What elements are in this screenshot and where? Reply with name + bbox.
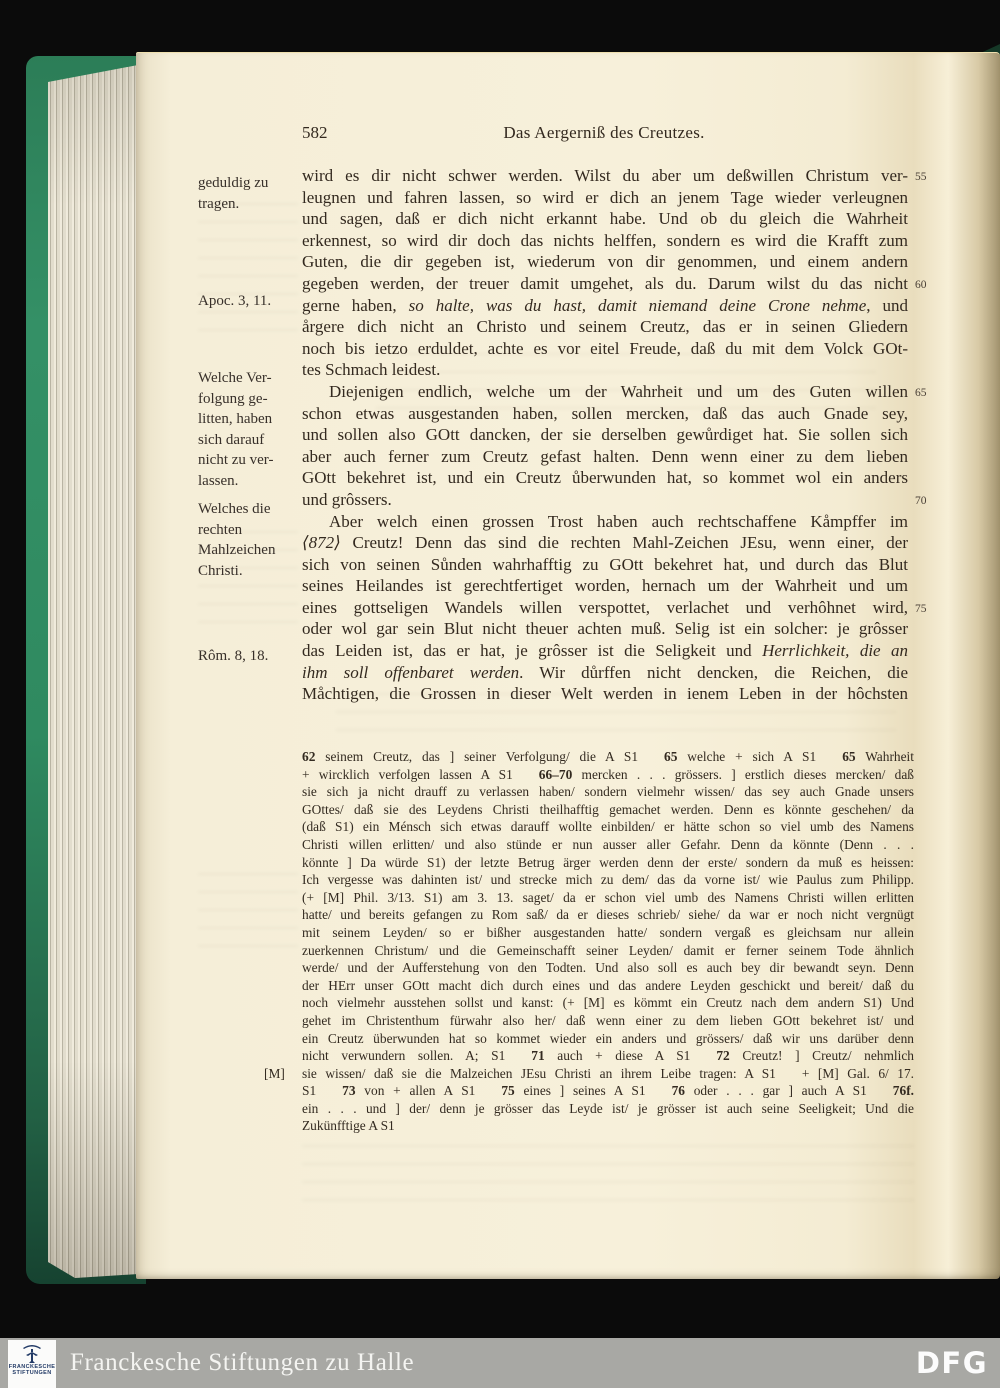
running-title: Das Aergerniß des Creutzes. xyxy=(503,123,705,142)
footnote-line: ein . . . und ] der/ denn je grösser das Leyde ist/ je grösser ist auch seine Seeligkeit; Und die xyxy=(302,1100,914,1116)
margin-note-line: Christi. xyxy=(198,562,243,579)
franckesche-stiftungen-logo xyxy=(8,1340,56,1388)
body-text-line: sich von seinen Sůnden wahrhafftig zu GOtt bekehret hat, und durch das Blut xyxy=(302,554,908,574)
footnote-line: werde/ und der Aufferstehung von den Todten. Und also soll es auch bey dir bewandt seyn. Denn xyxy=(302,960,914,976)
body-text-line: tes Schmach leidest. xyxy=(302,360,441,380)
institution-name: Franckesche Stiftungen zu Halle xyxy=(70,1349,415,1376)
margin-note-line: Welche Ver- xyxy=(198,370,272,386)
body-text-line: oder wol gar sein Blut nicht theuer achten muß. Selig ist ein solcher: je grôsser xyxy=(302,619,908,639)
body-text-line: Aber welch einen grossen Trost haben auch rechtschaffene Kåmpffer im xyxy=(329,511,908,531)
footnote-line: Ich vergesse was dahinten ist/ und strecke mich zu dem/ das da vorne ist/ wie Paulus zum Philipp. xyxy=(302,872,914,888)
footnote-line: S1 73 von + allen A S1 75 eines ] seines A S1 76 oder . . . gar ] auch A S1 76f. xyxy=(302,1083,914,1099)
line-number: 75 xyxy=(915,603,927,615)
margin-note-line: Rôm. 8, 18. xyxy=(198,648,269,664)
body-text-line: aber auch ferner zum Creutz gefast halten. Denn wenn einer zu dem lieben xyxy=(302,446,908,466)
line-number: 70 xyxy=(915,495,927,507)
footnote-line: Zukünfftige A S1 xyxy=(302,1118,395,1134)
body-text-line: noch bis ietzo erduldet, achte es vor eitel Freude, daß du mit dem Volck GOt- xyxy=(302,338,908,358)
margin-note-line: rechten xyxy=(198,521,243,538)
footnote-line: gehet im Christenthum fürwahr also her/ daß wenn einer zu dem lieben GOtt bekehret ist/ und xyxy=(302,1012,914,1028)
footnote-line: nicht verwundern sollen. A; S1 71 auch + diese A S1 72 Creutz! ] Creutz/ nehmlich xyxy=(302,1048,914,1064)
footnote-line: könnte ] Da würde S1) der letzte Betrug ärger werden denn der erste/ sondern da muß es heissen: xyxy=(302,854,914,870)
footnote-line: mit seinem Leyden/ so er bißher ausgestanden hatte/ sondern vergaß es gleichsam nur allein xyxy=(302,924,914,940)
body-text-line: Diejenigen endlich, welche um der Wahrheit und um des Guten willen xyxy=(329,381,908,401)
body-text-line: gegeben werden, der treuer damit umgehet, als du. Darum wilst du das nicht xyxy=(302,273,908,293)
line-number: 65 xyxy=(915,387,927,399)
body-text-line: gerne haben, so halte, was du hast, damit niemand deine Crone nehme, und xyxy=(302,295,909,315)
main-text-column xyxy=(302,165,908,705)
footnote-line: (+ [M] Phil. 3/13. S1) am 3. 13. saget/ da er schon viel umb des Namens Christi willen erlitten xyxy=(302,889,914,905)
body-text-line: leugnen und fahren lassen, so wird er dich an jenem Tage wieder verleugnen xyxy=(302,187,908,207)
margin-note-line: nicht zu ver- xyxy=(198,452,274,468)
margin-note xyxy=(198,499,300,581)
margin-note-line: folgung ge- xyxy=(198,390,268,407)
page-header xyxy=(302,123,906,147)
bleedthrough-text xyxy=(198,873,298,963)
page-block-fore-edge xyxy=(48,60,138,1280)
dfg-logo: DFG xyxy=(915,1346,988,1380)
bleedthrough-text xyxy=(302,1145,914,1203)
body-text-line: das Leiden ist, das er hat, je grôsser ist die Seligkeit und Herrlichkeit, die an xyxy=(302,641,908,661)
body-text-line: erkennest, so wird dir doch das nichts helffen, sondern es wird die Krafft zum xyxy=(302,230,908,250)
line-number: 55 xyxy=(915,171,927,183)
eagle-under-sun-icon xyxy=(19,1344,45,1364)
body-text-line: GOtt bekehret ist, und ein Creutz ůberwunden hat, so kommet wol ein anders xyxy=(302,468,908,488)
footnote-line: zuerkennen Christum/ und die Gemeinschafft seiner Leyden/ damit er ferner seinem Tode ähnlich xyxy=(302,942,914,958)
footnote-line: + wircklich verfolgen lassen A S1 66–70 mercken . . . grössers. ] erstlich dieses mercken/ daß xyxy=(302,766,914,782)
body-text-line: schon etwas ausgestanden haben, sollen mercken, daß das auch Gnade sey, xyxy=(302,403,908,423)
book-page xyxy=(136,52,1000,1279)
logo-caption: FRANCKESCHE xyxy=(8,1364,56,1370)
margin-note-line: tragen. xyxy=(198,195,240,212)
footnote-line: hatte/ und bereits gefangen zu Rom saß/ da er dieses schrieb/ siehe/ da war er noch nicht vergnügt xyxy=(302,907,914,923)
margin-note-line: lassen. xyxy=(198,472,239,489)
footnote-line: noch vielmehr ausstehen sollst und kanst: (+ [M] es kömmt ein Creutz nach dem andern S1) Und xyxy=(302,995,914,1011)
margin-siglum: [M] xyxy=(264,1065,285,1081)
line-number: 60 xyxy=(915,279,927,291)
critical-apparatus-footnotes xyxy=(264,748,914,1135)
viewer-footer-bar xyxy=(0,1338,1000,1388)
footnote-line: sie sich ja nicht drauff zu verlassen haben/ sondern vielmehr wissen/ das sey auch Gnade unsers xyxy=(302,784,914,800)
body-text-line: und sagen, daß er dich nicht erkannt habe. Und ob du gleich die Wahrheit xyxy=(302,209,908,229)
body-text-line: Guten, die dir gegeben ist, wiederum von dir genommen, und einem andern xyxy=(302,252,908,272)
margin-note-line: geduldig zu xyxy=(198,175,269,191)
footnote-line: 62 seinem Creutz, das ] seiner Verfolgung/ die A S1 65 welche + sich A S1 65 Wahrheit xyxy=(302,749,914,764)
margin-note xyxy=(198,368,300,491)
margin-note-line: Welches die xyxy=(198,501,271,517)
footnote-line: der HErr unser GOtt macht dich durch eines und das andere Leyden geschickt und bereit/ daß du xyxy=(302,977,914,993)
footnote-line: ein Creutz überwunden hat so kommet wieder ein anders und grössers/ daß wir uns darüber denn xyxy=(302,1030,914,1046)
body-text-line: und sollen also GOtt dancken, der sie derselben gewůrdiget hat. Sie sollen sich xyxy=(302,425,908,445)
body-text-line: årgere dich nicht an Christo und seinem Creutz, das er in seinen Gliedern xyxy=(302,317,908,337)
margin-note xyxy=(198,291,300,312)
body-text-line: ⟨872⟩ Creutz! Denn das sind die rechten Mahl-Zeichen JEsu, wenn einer, der xyxy=(302,533,908,553)
body-text-line: und grôssers. xyxy=(302,489,392,509)
margin-note xyxy=(198,646,300,667)
page-number: 582 xyxy=(302,123,328,142)
footnote-line: [M] sie wissen/ daß sie die Malzeichen JEsu Christi an ihrem Leibe tragen: A S1 + [M] Gal. 6/ 17. xyxy=(264,1065,914,1081)
body-text-line: seines Heilandes ist gerechtfertiget worden, hernach um der Wahrheit und um xyxy=(302,576,908,596)
margin-note-line: sich darauf xyxy=(198,431,265,448)
footnote-line: GOttes/ daß sie des Leydens Christi theilhafftig gemachet werden. Denn es könnte geschehen/ da xyxy=(302,801,914,817)
margin-note-line: Mahlzeichen xyxy=(198,542,276,558)
margin-note xyxy=(198,173,300,214)
logo-caption: STIFTUNGEN xyxy=(12,1370,52,1376)
bleedthrough-text xyxy=(198,203,298,331)
margin-note-line: Apoc. 3, 11. xyxy=(198,293,272,309)
body-text-line: Måchtigen, die Grossen in dieser Welt werden in ienem Leben in der hôchsten xyxy=(302,684,908,704)
footnote-line: Christi willen erlitten/ und also stünde er nun ausser aller Gefahr. Denn da könnte (Denn . . . xyxy=(302,836,914,852)
body-text-line: eines gottseligen Wandels willen verspottet, verlachet und verhôhnet wird, xyxy=(302,597,908,617)
body-text-line: wird es dir nicht schwer werden. Wilst du aber um deßwillen Christum ver- xyxy=(302,166,908,185)
margin-note-line: litten, haben xyxy=(198,411,273,427)
footnote-line: (daß S1) ein Ménsch sich etwas darauff wollte einbilden/ er hätte schon so viel umb des Namens xyxy=(302,819,914,835)
body-text-line: ihm soll offenbaret werden. Wir důrffen nicht dencken, die Reichen, die xyxy=(302,662,908,682)
